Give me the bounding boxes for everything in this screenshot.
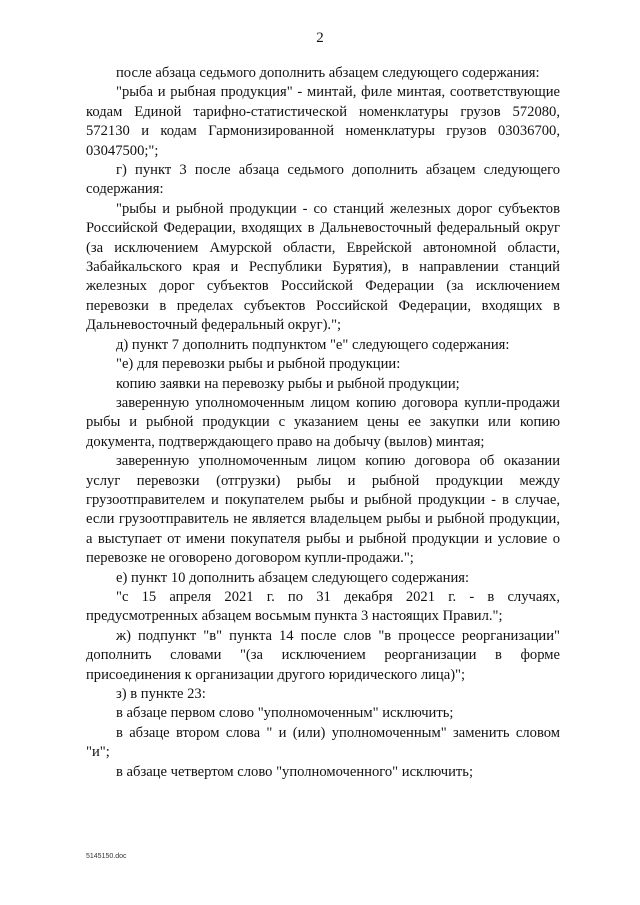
paragraph-abzac-first: в абзаце первом слово "уполномоченным" исключить;: [116, 705, 454, 722]
paragraph-sale-contract-copy: заверенную уполномоченным лицом копию договора купли-продажи рыбы и рыбной продукции с указанием цены ее закупки или копию документа, подтверждающего право на добычу (вылов) минтая;: [86, 394, 560, 450]
paragraph-item-zh: ж) подпункт "в" пункта 14 после слов "в процессе реорганизации" дополнить словами "(за исключением реорганизации в форме присоединения к организации другого юридического лица)";: [86, 627, 560, 683]
page-number: 2: [316, 30, 324, 46]
paragraph-fish-definition: "рыба и рыбная продукция" - минтай, филе минтая, соответствующие кодам Единой тарифно-статистической номенклатуры грузов 572080, 572130 и кодам Гармонизированной номенклатуры грузов 03036700, 03047500;";: [86, 84, 560, 159]
paragraph-item-z: з) в пункте 23:: [116, 686, 206, 702]
paragraph-intro: после абзаца седьмого дополнить абзацем следующего содержания:: [116, 65, 540, 81]
paragraph-fish-transport-stations: "рыбы и рыбной продукции - со станций железных дорог субъектов Российской Федерации, входящих в Дальневосточный федеральный округ (за исключением Амурской области, Еврейской автономной области, Забайкальского края и Республики Бурятия), в направлении станций железных дорог субъектов Российской Федерации (за исключением перевозки в пределах субъектов Российской Федерации, входящих в Дальневосточный федеральный округ).";: [86, 200, 560, 334]
document-body: [86, 64, 560, 782]
paragraph-abzac-fourth: в абзаце четвертом слово "уполномоченного" исключить;: [116, 763, 474, 780]
paragraph-date-range: "с 15 апреля 2021 г. по 31 декабря 2021 г. - в случаях, предусмотренных абзацем восьмым пункта 3 настоящих Правил.";: [86, 588, 560, 625]
paragraph-subitem-e: "е) для перевозки рыбы и рыбной продукции:: [116, 356, 401, 373]
paragraph-abzac-second: в абзаце втором слова " и (или) уполномоченным" заменить словом "и";: [86, 724, 560, 761]
paragraph-item-d: д) пункт 7 дополнить подпунктом "е" следующего содержания:: [116, 336, 510, 353]
paragraph-item-e: е) пункт 10 дополнить абзацем следующего содержания:: [116, 569, 470, 586]
paragraph-request-copy: копию заявки на перевозку рыбы и рыбной продукции;: [116, 375, 460, 392]
paragraph-item-g: г) пункт 3 после абзаца седьмого дополнить абзацем следующего содержания:: [86, 162, 560, 198]
paragraph-service-contract-copy: заверенную уполномоченным лицом копию договора об оказании услуг перевозки (отгрузки) рыбы и рыбной продукции между грузоотправителем и покупателем рыбы и рыбной продукции - в случае, если грузоотправитель не является владельцем рыбы и рыбной продукции, а выступает от имени покупателя рыбы и рыбной продукции и условие о перевозке не оговорено договором купли-продажи.";: [86, 453, 560, 567]
file-name-footer: 5145150.doc: [86, 853, 127, 860]
